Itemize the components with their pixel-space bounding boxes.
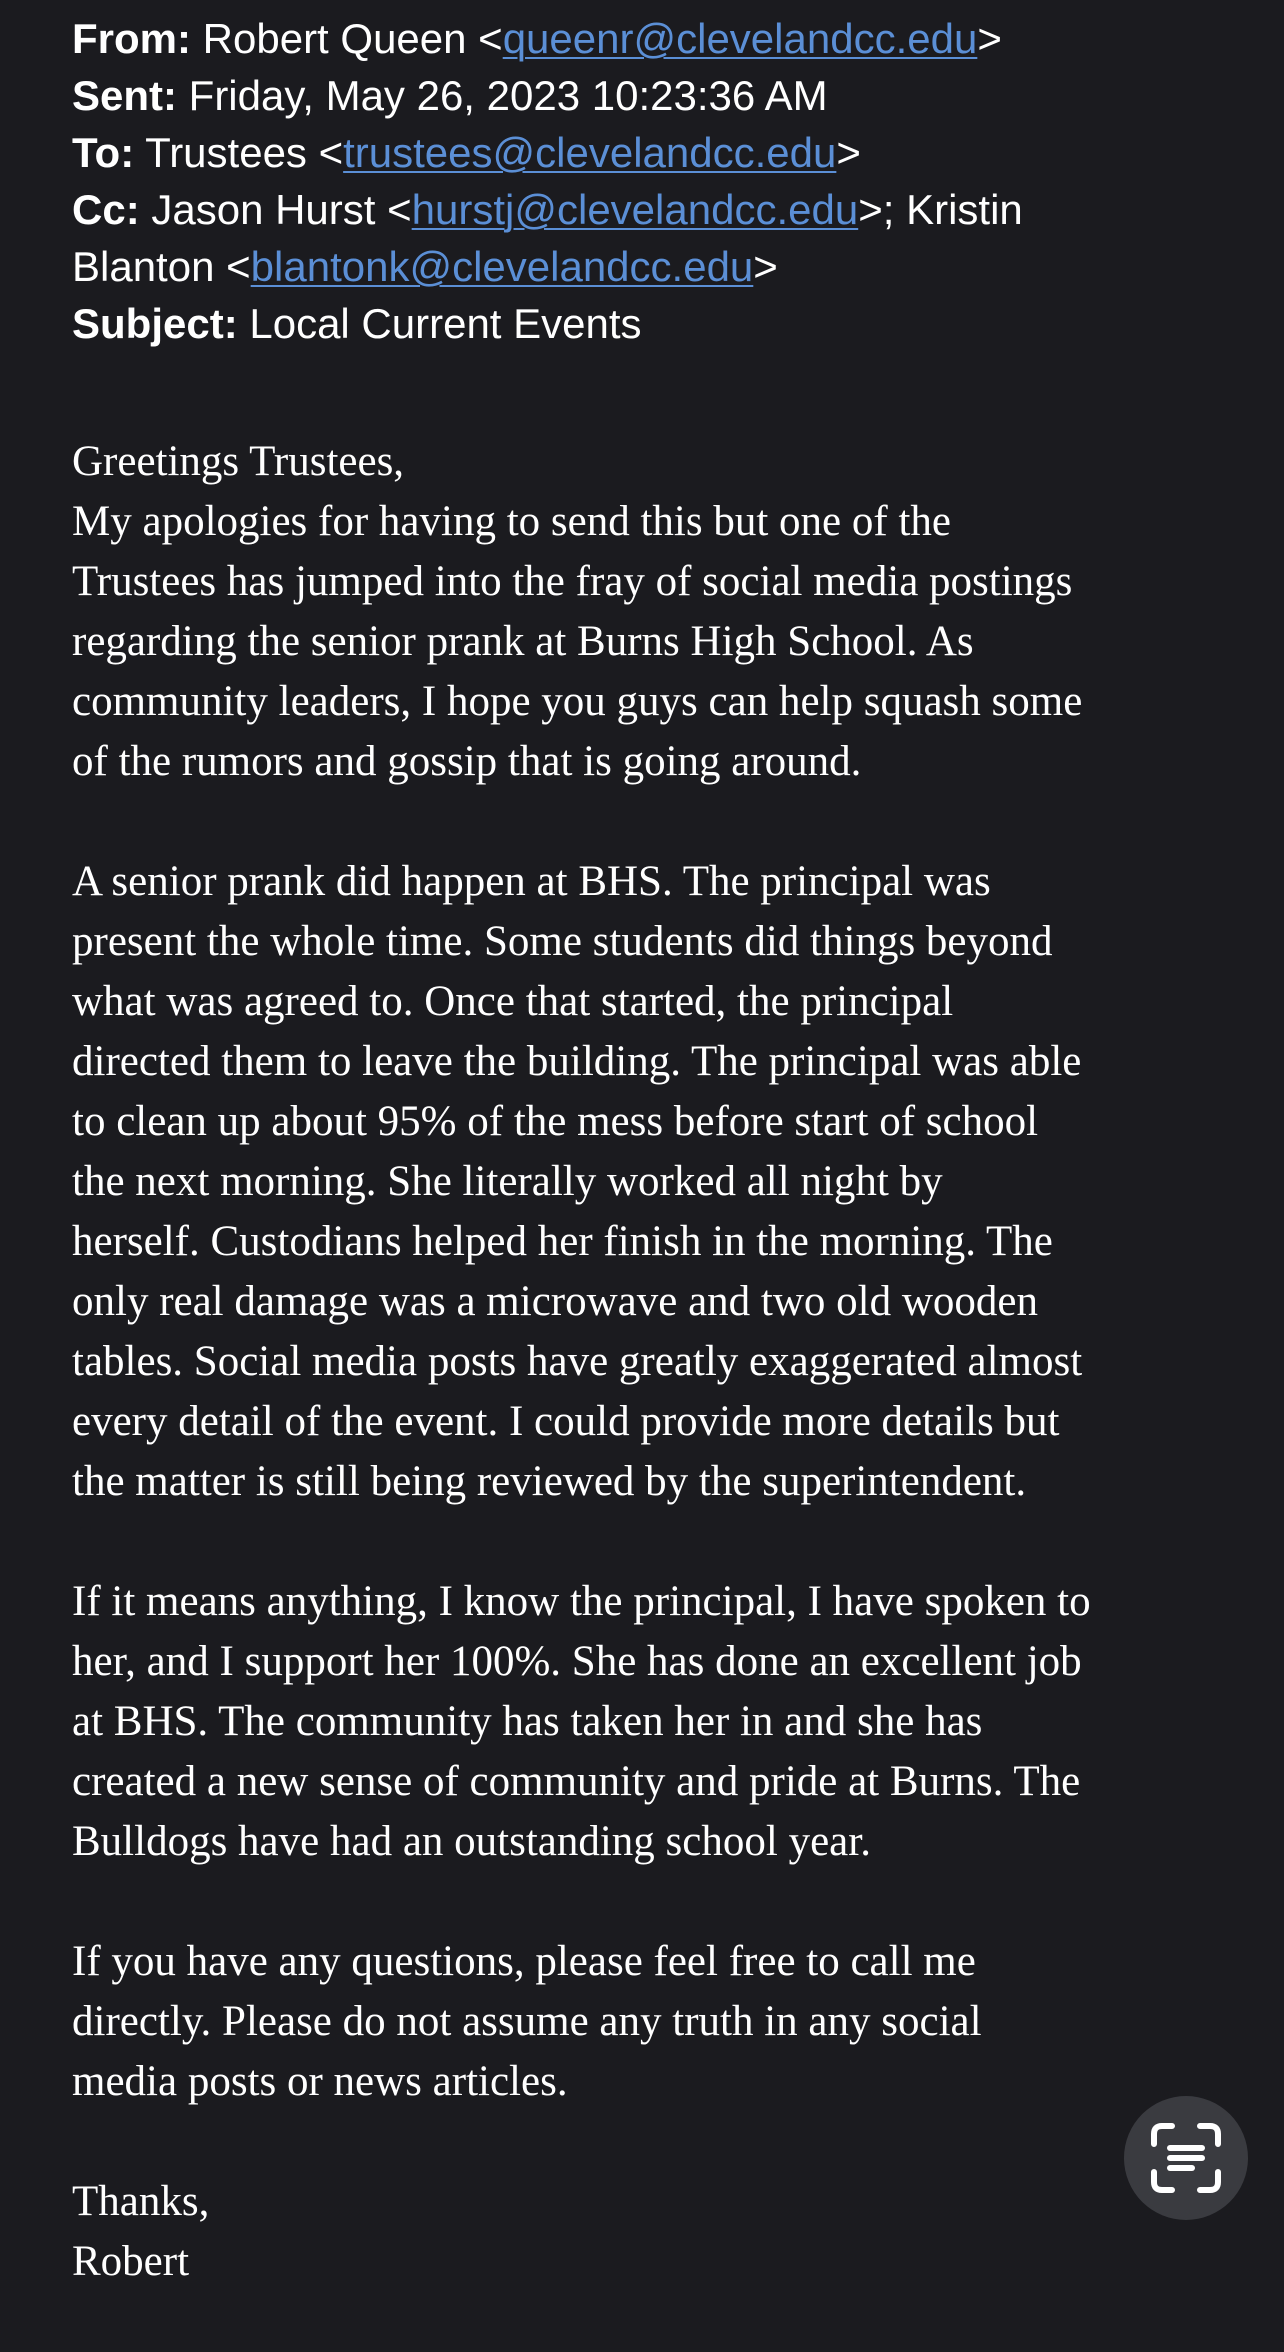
sent-line — [72, 67, 1252, 124]
body-line: Trustees has jumped into the fray of social media postings — [72, 558, 1073, 605]
body-line: Thanks, — [72, 2178, 210, 2225]
subject-line — [72, 295, 1252, 352]
body-line: at BHS. The community has taken her in and she has — [72, 1698, 983, 1745]
email-header — [72, 10, 1252, 352]
body-line: the next morning. She literally worked all night by — [72, 1158, 943, 1205]
from-suffix: > — [977, 15, 1002, 62]
body-line: of the rumors and gossip that is going around. — [72, 738, 862, 785]
paragraph-questions — [72, 1932, 1262, 2112]
body-line: only real damage was a microwave and two old wooden — [72, 1278, 1038, 1325]
signature-line: Robert — [72, 2238, 190, 2285]
body-line: My apologies for having to send this but one of the — [72, 498, 951, 545]
cc-line — [72, 181, 1252, 238]
paragraph-signoff — [72, 2172, 1262, 2292]
body-line: If you have any questions, please feel free to call me — [72, 1938, 976, 1985]
body-line: If it means anything, I know the principal, I have spoken to — [72, 1578, 1091, 1625]
body-line: directly. Please do not assume any truth in any social — [72, 1998, 982, 2045]
cc-suffix: > — [753, 243, 778, 290]
cc-label: Cc: — [72, 186, 140, 233]
body-line: every detail of the event. I could provide more details but — [72, 1398, 1060, 1445]
sent-value: Friday, May 26, 2023 10:23:36 AM — [177, 72, 828, 119]
to-suffix: > — [836, 129, 861, 176]
sent-label: Sent: — [72, 72, 177, 119]
body-line: created a new sense of community and pride at Burns. The — [72, 1758, 1081, 1805]
body-line: tables. Social media posts have greatly exaggerated almost — [72, 1338, 1083, 1385]
cc-separator: >; Kristin — [858, 186, 1023, 233]
cc-name-1: Jason Hurst < — [139, 186, 412, 233]
body-line: directed them to leave the building. The principal was able — [72, 1038, 1082, 1085]
cc-email-link-1[interactable]: hurstj@clevelandcc.edu — [411, 186, 859, 233]
body-line: present the whole time. Some students did things beyond — [72, 918, 1053, 965]
body-line: A senior prank did happen at BHS. The principal was — [72, 858, 991, 905]
paragraph-support — [72, 1572, 1262, 1872]
paragraph-event — [72, 852, 1262, 1512]
email-body — [72, 432, 1262, 2352]
text-scan-icon — [1148, 2120, 1224, 2196]
to-label: To: — [72, 129, 135, 176]
body-line: Bulldogs have had an outstanding school year. — [72, 1818, 871, 1865]
subject-label: Subject: — [72, 300, 238, 347]
from-line — [72, 10, 1252, 67]
body-line: regarding the senior prank at Burns High School. As — [72, 618, 974, 665]
body-line: the matter is still being reviewed by the superintendent. — [72, 1458, 1027, 1505]
subject-value: Local Current Events — [237, 300, 642, 347]
from-label: From: — [72, 15, 191, 62]
to-line — [72, 124, 1252, 181]
body-line: media posts or news articles. — [72, 2058, 568, 2105]
to-email-link[interactable]: trustees@clevelandcc.edu — [343, 129, 837, 176]
cc-line-continued — [72, 238, 1252, 295]
body-line: what was agreed to. Once that started, the principal — [72, 978, 954, 1025]
cc-name-2: Blanton < — [72, 243, 251, 290]
body-line: community leaders, I hope you guys can help squash some — [72, 678, 1083, 725]
paragraph-greeting — [72, 432, 1262, 792]
body-line: to clean up about 95% of the mess before start of school — [72, 1098, 1039, 1145]
to-name: Trustees < — [134, 129, 344, 176]
body-line: herself. Custodians helped her finish in the morning. The — [72, 1218, 1053, 1265]
from-name: Robert Queen < — [191, 15, 503, 62]
body-line: Greetings Trustees, — [72, 438, 405, 485]
text-scan-button[interactable] — [1124, 2096, 1248, 2220]
from-email-link[interactable]: queenr@clevelandcc.edu — [502, 15, 978, 62]
cc-email-link-2[interactable]: blantonk@clevelandcc.edu — [250, 243, 754, 290]
body-line: her, and I support her 100%. She has done an excellent job — [72, 1638, 1082, 1685]
